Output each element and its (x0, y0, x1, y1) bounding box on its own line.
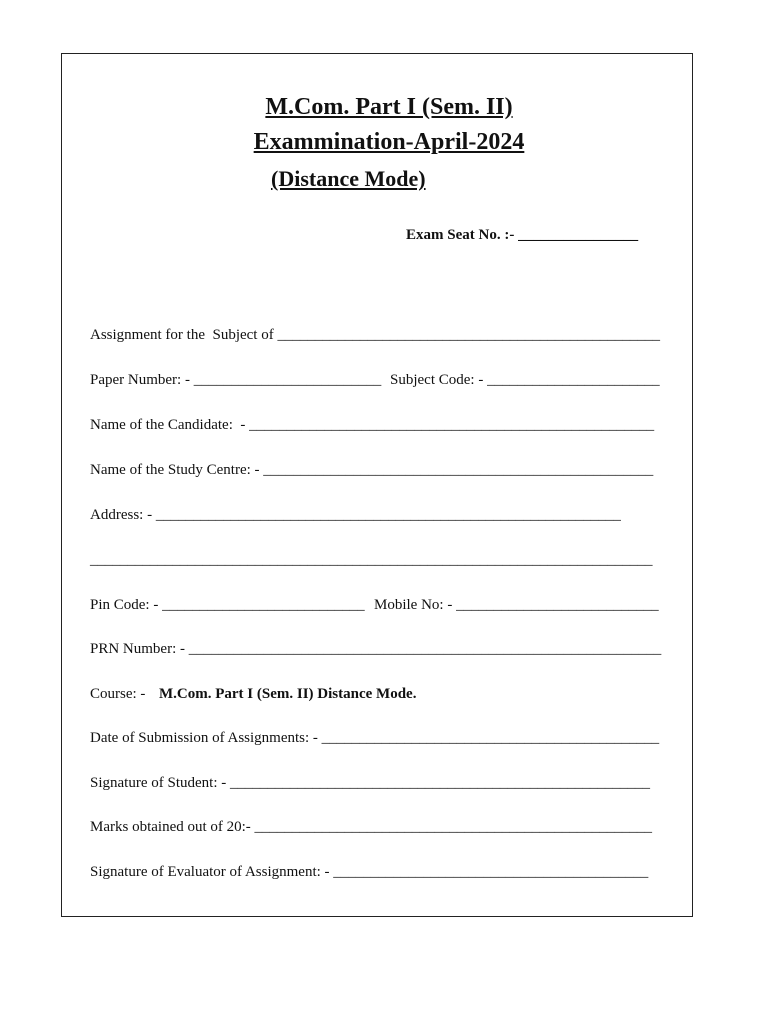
address-line2-field: ___________________________________________________________________________ (90, 552, 653, 568)
mobile-field: Mobile No: - ___________________________ (374, 597, 659, 613)
candidate-name-field: Name of the Candidate: - ______________________________________________________ (90, 417, 655, 433)
subject-code-field: Subject Code: - _______________________ (390, 372, 660, 388)
evaluator-signature-field: Signature of Evaluator of Assignment: - __________________________________________ (90, 864, 649, 880)
prn-field: PRN Number: - _______________________________________________________________ (90, 641, 662, 657)
mode-heading: (Distance Mode) (271, 166, 426, 191)
marks-field: Marks obtained out of 20:- _____________________________________________________ (90, 819, 653, 835)
student-signature-field: Signature of Student: - ________________________________________________________ (90, 775, 650, 791)
course-label: Course: - (90, 686, 146, 702)
submission-date-field: Date of Submission of Assignments: - _____________________________________________ (90, 730, 660, 746)
pin-code-field: Pin Code: - ___________________________ (90, 597, 365, 613)
subject-field: Assignment for the Subject of ___________________________________________________ (90, 327, 660, 343)
study-centre-field: Name of the Study Centre: - ____________________________________________________ (90, 462, 654, 478)
course-value: M.Com. Part I (Sem. II) Distance Mode. (159, 686, 417, 702)
exam-seat-field: Exam Seat No. :- ________________ (406, 227, 639, 243)
address-field: Address: - ______________________________________________________________ (90, 507, 621, 523)
paper-number-field: Paper Number: - _________________________ (90, 372, 382, 388)
course-heading: M.Com. Part I (Sem. II) (265, 94, 513, 120)
assignment-cover-frame (61, 53, 693, 917)
exam-heading: Exammination-April-2024 (253, 129, 525, 155)
